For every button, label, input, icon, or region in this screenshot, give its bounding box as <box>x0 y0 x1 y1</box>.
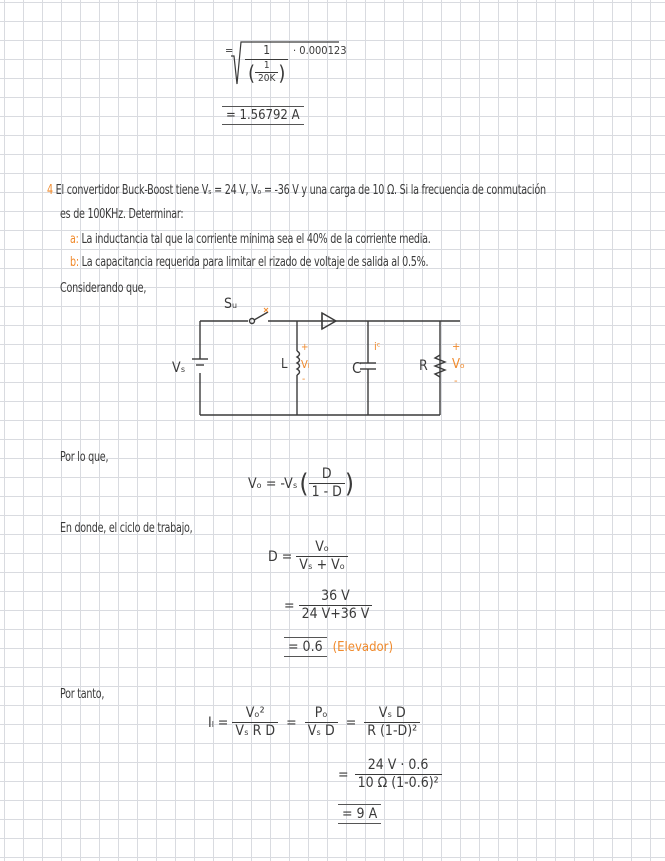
en-donde-text: En donde, el ciclo de trabajo, <box>60 521 193 536</box>
equation-vo: Vₒ = -Vₛ ( $\frac{D}{1 - D}$ ) <box>248 466 354 500</box>
eq1-num: D <box>321 466 332 482</box>
output-label: Vₒ <box>452 357 465 372</box>
problem-statement-2: es de 100KHz. Determinar: <box>60 207 184 222</box>
equation-d-values <box>284 588 372 623</box>
problem-line-2 <box>60 207 183 222</box>
por-lo-que-text: Por lo que, <box>60 450 109 465</box>
eq3-f3-num: Vₛ D <box>378 705 406 721</box>
eq2-result: = 0.6 <box>284 637 327 657</box>
eq2-note: (Elevador) <box>332 639 394 655</box>
equation-d <box>268 539 348 574</box>
sqrt-den-den: 20K <box>258 73 276 84</box>
sqrt-den-num: 1 <box>263 60 270 71</box>
eq3-f4-num: 24 V · 0.6 <box>367 757 429 773</box>
problem-item-b: b: La capacitancia requerida para limitar el rizado de voltaje de salida al 0.5%. <box>70 255 429 270</box>
capacitor-label: C <box>352 359 362 377</box>
inductor-voltage: Vₗ <box>301 358 310 371</box>
inductor-label: L <box>281 357 288 372</box>
top-result <box>222 106 304 125</box>
problem-item-a: a: La inductancia tal que la corriente minima sea el 40% de la corriente media. <box>70 232 431 247</box>
problem-line-1 <box>47 183 546 198</box>
resistor-label: R <box>419 358 428 374</box>
eq2-num2: 36 V <box>321 588 350 604</box>
buck-boost-circuit <box>160 295 490 425</box>
eq3-eq-a: = <box>286 714 297 731</box>
eq2-den1: Vₛ + Vₒ <box>299 557 345 573</box>
equation-il-values <box>338 757 442 792</box>
item-b-marker: b <box>70 255 76 270</box>
eq3-f4-den: 10 Ω (1-0.6)² <box>357 775 439 791</box>
problem-statement-1: El convertidor Buck-Boost tiene Vₛ = 24 V, Vₒ = -36 V y una carga de 10 Ω. Si la frecuencia de conmutación <box>55 183 546 198</box>
eq3-result: = 9 A <box>338 804 381 824</box>
eq3-eq-c: = <box>338 766 349 783</box>
source-label: Vₛ <box>172 360 186 376</box>
eq3-f2-den: Vₛ D <box>307 723 335 739</box>
eq1-lhs: Vₒ = -Vₛ <box>248 475 298 492</box>
eq3-f3-den: R (1-D)² <box>367 723 418 739</box>
equation-d-result <box>284 637 393 657</box>
top-result-text: = 1.56792 A <box>226 108 300 123</box>
inductor-plus: + <box>301 342 309 353</box>
sqrt-eq-sign: = <box>225 44 234 57</box>
item-b-text: La capacitancia requerida para limitar el rizado de voltaje de salida al 0.5%. <box>81 255 429 270</box>
item-a-text: La inductancia tal que la corriente minima sea el 40% de la corriente media. <box>81 232 431 247</box>
equation-il <box>208 705 420 740</box>
output-plus: + <box>452 340 461 353</box>
eq3-lhs: Iₗ = <box>208 714 229 731</box>
por-tanto-text: Por tanto, <box>60 687 105 702</box>
eq2-den2: 24 V+36 V <box>301 606 370 622</box>
eq2-lhs: D = <box>268 548 293 565</box>
equation-il-result <box>338 806 381 822</box>
inductor-minus: - <box>302 374 306 385</box>
capacitor-current: iᶜ <box>374 340 381 353</box>
eq2-eq: = <box>284 597 295 614</box>
eq3-eq-b: = <box>345 714 357 731</box>
output-minus: - <box>454 374 458 387</box>
sqrt-inner-num: 1 <box>263 43 271 57</box>
eq3-f1-num: Vₒ² <box>245 705 265 721</box>
sqrt-tail: · 0.000123 <box>293 44 347 57</box>
problem-number: 4 <box>47 183 53 198</box>
item-a-marker: a <box>70 232 76 247</box>
eq2-num1: Vₒ <box>315 539 330 555</box>
eq3-f1-den: Vₛ R D <box>235 723 276 739</box>
sqrt-inner-fraction: 1 ( $\frac{1}{20K}$ ) <box>245 42 288 85</box>
eq3-f2-num: Pₒ <box>314 705 328 721</box>
eq1-den: 1 - D <box>311 484 342 500</box>
switch-label: Sᵤ <box>224 296 238 312</box>
considerando-text: Considerando que, <box>60 281 147 296</box>
top-calculation <box>225 36 345 96</box>
